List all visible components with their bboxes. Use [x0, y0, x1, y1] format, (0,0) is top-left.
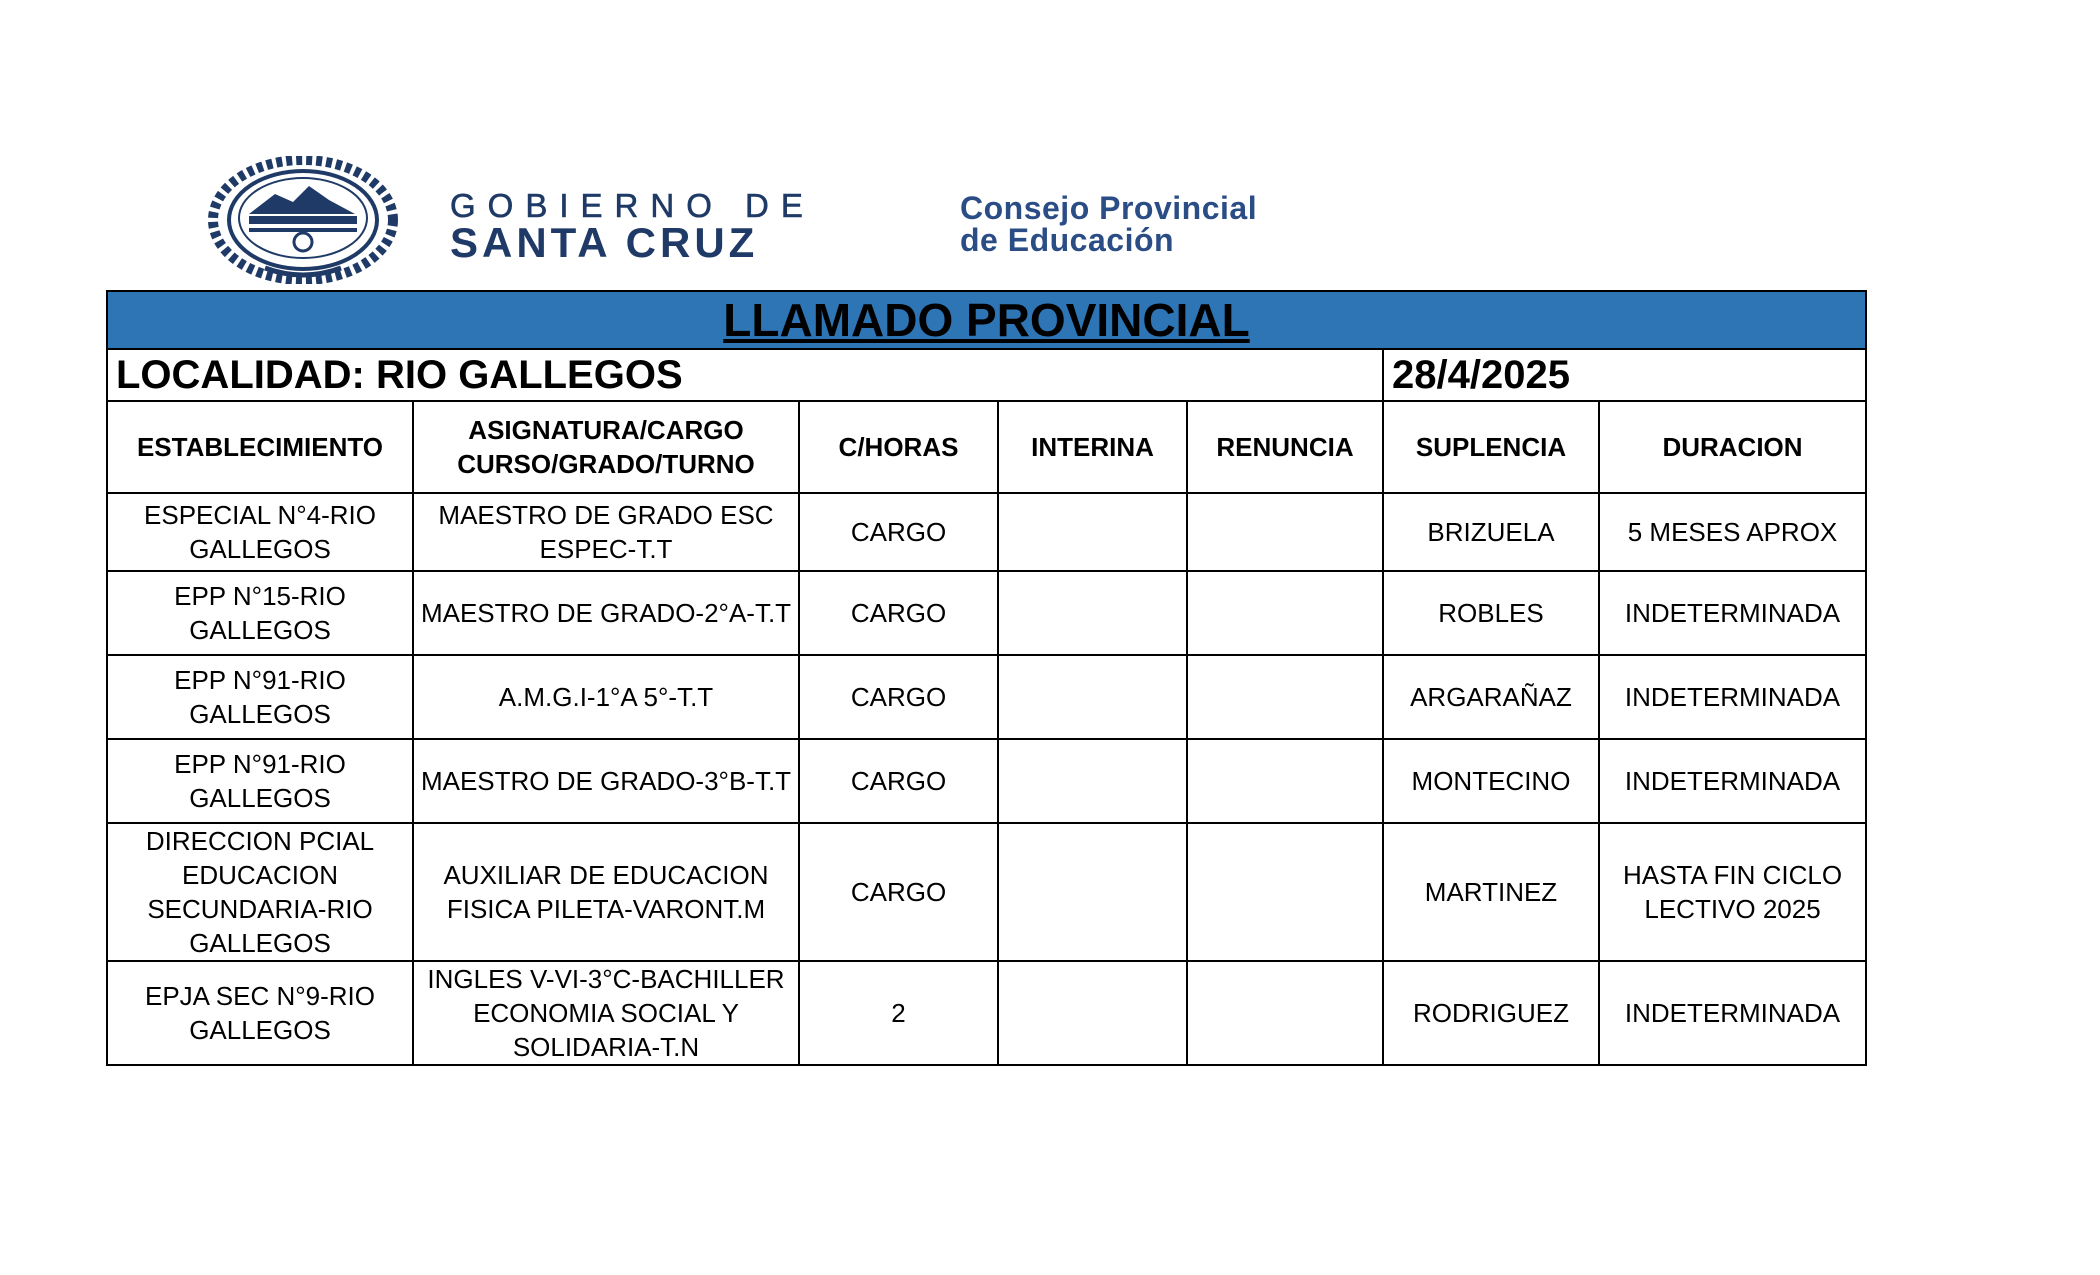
table-row — [107, 961, 1866, 1065]
locality-row — [107, 349, 1866, 401]
cell-renuncia — [1187, 961, 1383, 1065]
cell-asignatura: INGLES V-VI-3°C-BACHILLER ECONOMIA SOCIAL Y SOLIDARIA-T.N — [413, 961, 799, 1065]
cell-establecimiento: EPP N°91-RIO GALLEGOS — [107, 655, 413, 739]
locality-label: LOCALIDAD: RIO GALLEGOS — [107, 349, 1383, 401]
cell-asignatura: A.M.G.I-1°A 5°-T.T — [413, 655, 799, 739]
government-line-2: SANTA CRUZ — [450, 219, 759, 266]
cell-horas: CARGO — [799, 739, 998, 823]
column-header-renuncia: RENUNCIA — [1187, 401, 1383, 493]
table-row — [107, 655, 1866, 739]
cell-suplencia: BRIZUELA — [1383, 493, 1599, 571]
page-header — [205, 150, 1405, 290]
cell-suplencia: MONTECINO — [1383, 739, 1599, 823]
cell-establecimiento: DIRECCION PCIAL EDUCACION SECUNDARIA-RIO GALLEGOS — [107, 823, 413, 961]
cell-duracion: INDETERMINADA — [1599, 961, 1866, 1065]
cell-asignatura: MAESTRO DE GRADO ESC ESPEC-T.T — [413, 493, 799, 571]
cell-duracion: 5 MESES APROX — [1599, 493, 1866, 571]
cell-duracion: INDETERMINADA — [1599, 571, 1866, 655]
cell-interina — [998, 739, 1187, 823]
cell-horas: CARGO — [799, 493, 998, 571]
table-title: LLAMADO PROVINCIAL — [107, 291, 1866, 349]
cell-interina — [998, 655, 1187, 739]
cell-interina — [998, 961, 1187, 1065]
column-header-establecimiento: ESTABLECIMIENTO — [107, 401, 413, 493]
cell-interina — [998, 571, 1187, 655]
table-row — [107, 571, 1866, 655]
cell-horas: CARGO — [799, 655, 998, 739]
column-header-row — [107, 401, 1866, 493]
column-header-duracion: DURACION — [1599, 401, 1866, 493]
cell-asignatura: MAESTRO DE GRADO-3°B-T.T — [413, 739, 799, 823]
cell-asignatura: MAESTRO DE GRADO-2°A-T.T — [413, 571, 799, 655]
cell-establecimiento: EPP N°91-RIO GALLEGOS — [107, 739, 413, 823]
cell-suplencia: ARGARAÑAZ — [1383, 655, 1599, 739]
call-date: 28/4/2025 — [1383, 349, 1866, 401]
cell-establecimiento: EPP N°15-RIO GALLEGOS — [107, 571, 413, 655]
santa-cruz-seal-icon — [205, 156, 401, 284]
cell-horas: CARGO — [799, 571, 998, 655]
cell-suplencia: ROBLES — [1383, 571, 1599, 655]
cell-duracion: HASTA FIN CICLO LECTIVO 2025 — [1599, 823, 1866, 961]
cell-interina — [998, 493, 1187, 571]
table-row — [107, 739, 1866, 823]
council-line-1: Consejo Provincial — [960, 190, 1258, 226]
cell-duracion: INDETERMINADA — [1599, 655, 1866, 739]
cell-renuncia — [1187, 823, 1383, 961]
cell-establecimiento: ESPECIAL N°4-RIO GALLEGOS — [107, 493, 413, 571]
council-wordmark — [960, 192, 1257, 256]
government-line-1: GOBIERNO DE — [450, 187, 815, 224]
cell-horas: CARGO — [799, 823, 998, 961]
cell-horas: 2 — [799, 961, 998, 1065]
column-header-suplencia: SUPLENCIA — [1383, 401, 1599, 493]
cell-renuncia — [1187, 739, 1383, 823]
cell-suplencia: RODRIGUEZ — [1383, 961, 1599, 1065]
cell-renuncia — [1187, 655, 1383, 739]
provincial-call-table — [106, 290, 1867, 1066]
cell-establecimiento: EPJA SEC N°9-RIO GALLEGOS — [107, 961, 413, 1065]
cell-renuncia — [1187, 571, 1383, 655]
column-header-horas: C/HORAS — [799, 401, 998, 493]
government-wordmark — [450, 187, 815, 266]
table-row — [107, 823, 1866, 961]
column-header-asignatura: ASIGNATURA/CARGO CURSO/GRADO/TURNO — [413, 401, 799, 493]
cell-asignatura: AUXILIAR DE EDUCACION FISICA PILETA-VARONT.M — [413, 823, 799, 961]
cell-renuncia — [1187, 493, 1383, 571]
title-row — [107, 291, 1866, 349]
column-header-interina: INTERINA — [998, 401, 1187, 493]
cell-duracion: INDETERMINADA — [1599, 739, 1866, 823]
council-line-2: de Educación — [960, 222, 1175, 258]
cell-interina — [998, 823, 1187, 961]
table-row — [107, 493, 1866, 571]
cell-suplencia: MARTINEZ — [1383, 823, 1599, 961]
